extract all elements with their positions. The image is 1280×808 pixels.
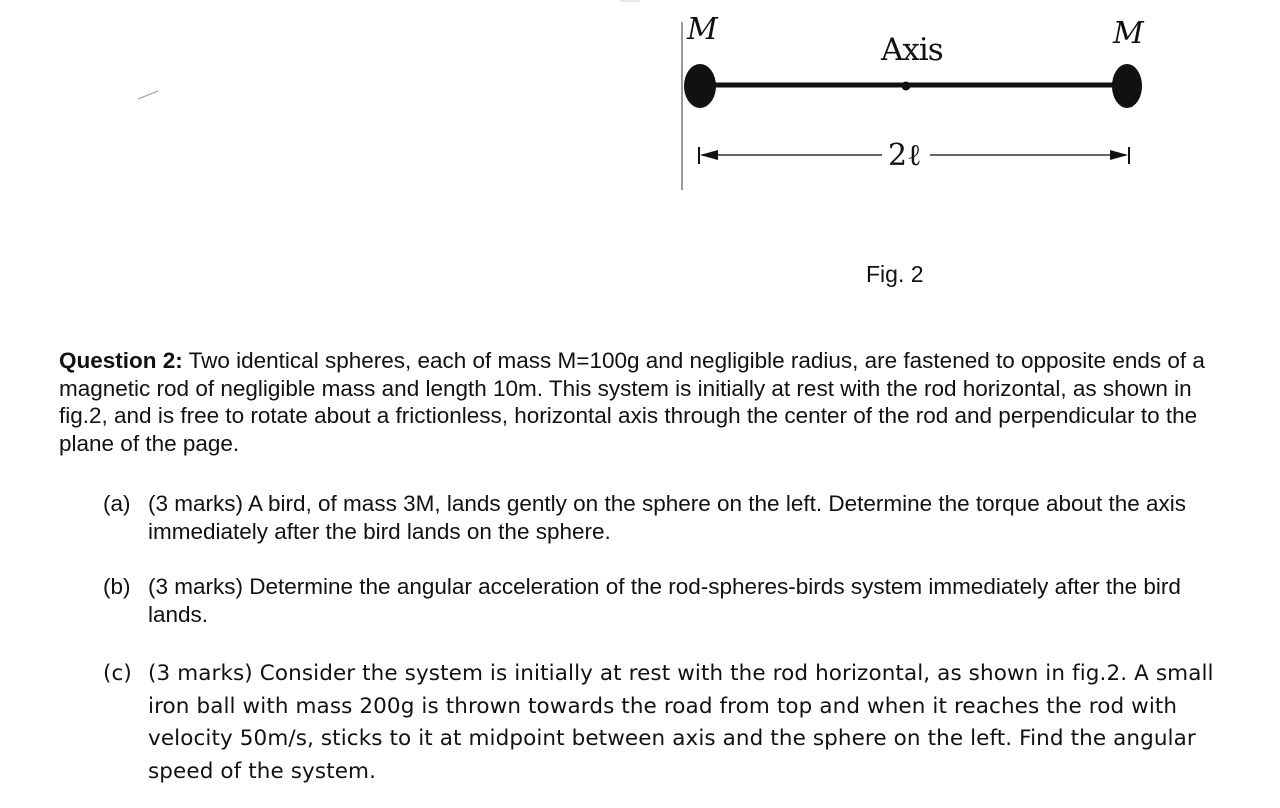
scan-artifact-line xyxy=(138,91,158,99)
axis-label: Axis xyxy=(881,32,943,68)
figure-2 xyxy=(0,0,1280,300)
figure-diagram xyxy=(0,0,1280,300)
figure-caption: Fig. 2 xyxy=(866,261,924,287)
part-a-text: (3 marks) A bird, of mass 3M, lands gently on the sphere on the left. Determine the torque about the axis immediately after the bird lands on the sphere. xyxy=(148,491,1187,544)
question-text: Two identical spheres, each of mass M=100g and negligible radius, are fastened to opposite ends of a magnetic rod of negligible mass and length 10m. This system is initially at rest with the rod horizontal, as shown in fig.2, and is free to rotate about a frictionless, horizontal axis through the center of the rod and perpendicular to the plane of the page. xyxy=(59,348,1205,456)
question-2 xyxy=(59,347,1219,457)
axis-point xyxy=(902,82,911,91)
right-sphere xyxy=(1112,64,1142,108)
mass-label-right: M xyxy=(1113,16,1144,51)
question-heading: Question 2: xyxy=(59,348,183,373)
part-a-letter: (a) xyxy=(103,491,131,516)
part-c-text: (3 marks) Consider the system is initially at rest with the rod horizontal, as shown in fig.2. A small iron ball with mass 200g is thrown towards the road from top and when it reaches the rod with velocity 50m/s, sticks to it at midpoint between axis and the sphere on the left. Find the angular speed of the system. xyxy=(148,661,1214,784)
part-b-letter: (b) xyxy=(103,574,131,599)
part-b xyxy=(103,573,1223,629)
part-b-text: (3 marks) Determine the angular acceleration of the rod-spheres-birds system immediately after the bird lands. xyxy=(148,574,1181,627)
mass-label-left: M xyxy=(687,12,718,47)
left-sphere xyxy=(684,64,716,108)
part-c xyxy=(103,658,1223,788)
dimension-arrowhead-left xyxy=(700,150,718,160)
part-a xyxy=(103,490,1223,546)
part-c-letter: (c) xyxy=(103,661,132,686)
length-label: 2ℓ xyxy=(888,138,922,173)
dimension-arrowhead-right xyxy=(1110,150,1128,160)
